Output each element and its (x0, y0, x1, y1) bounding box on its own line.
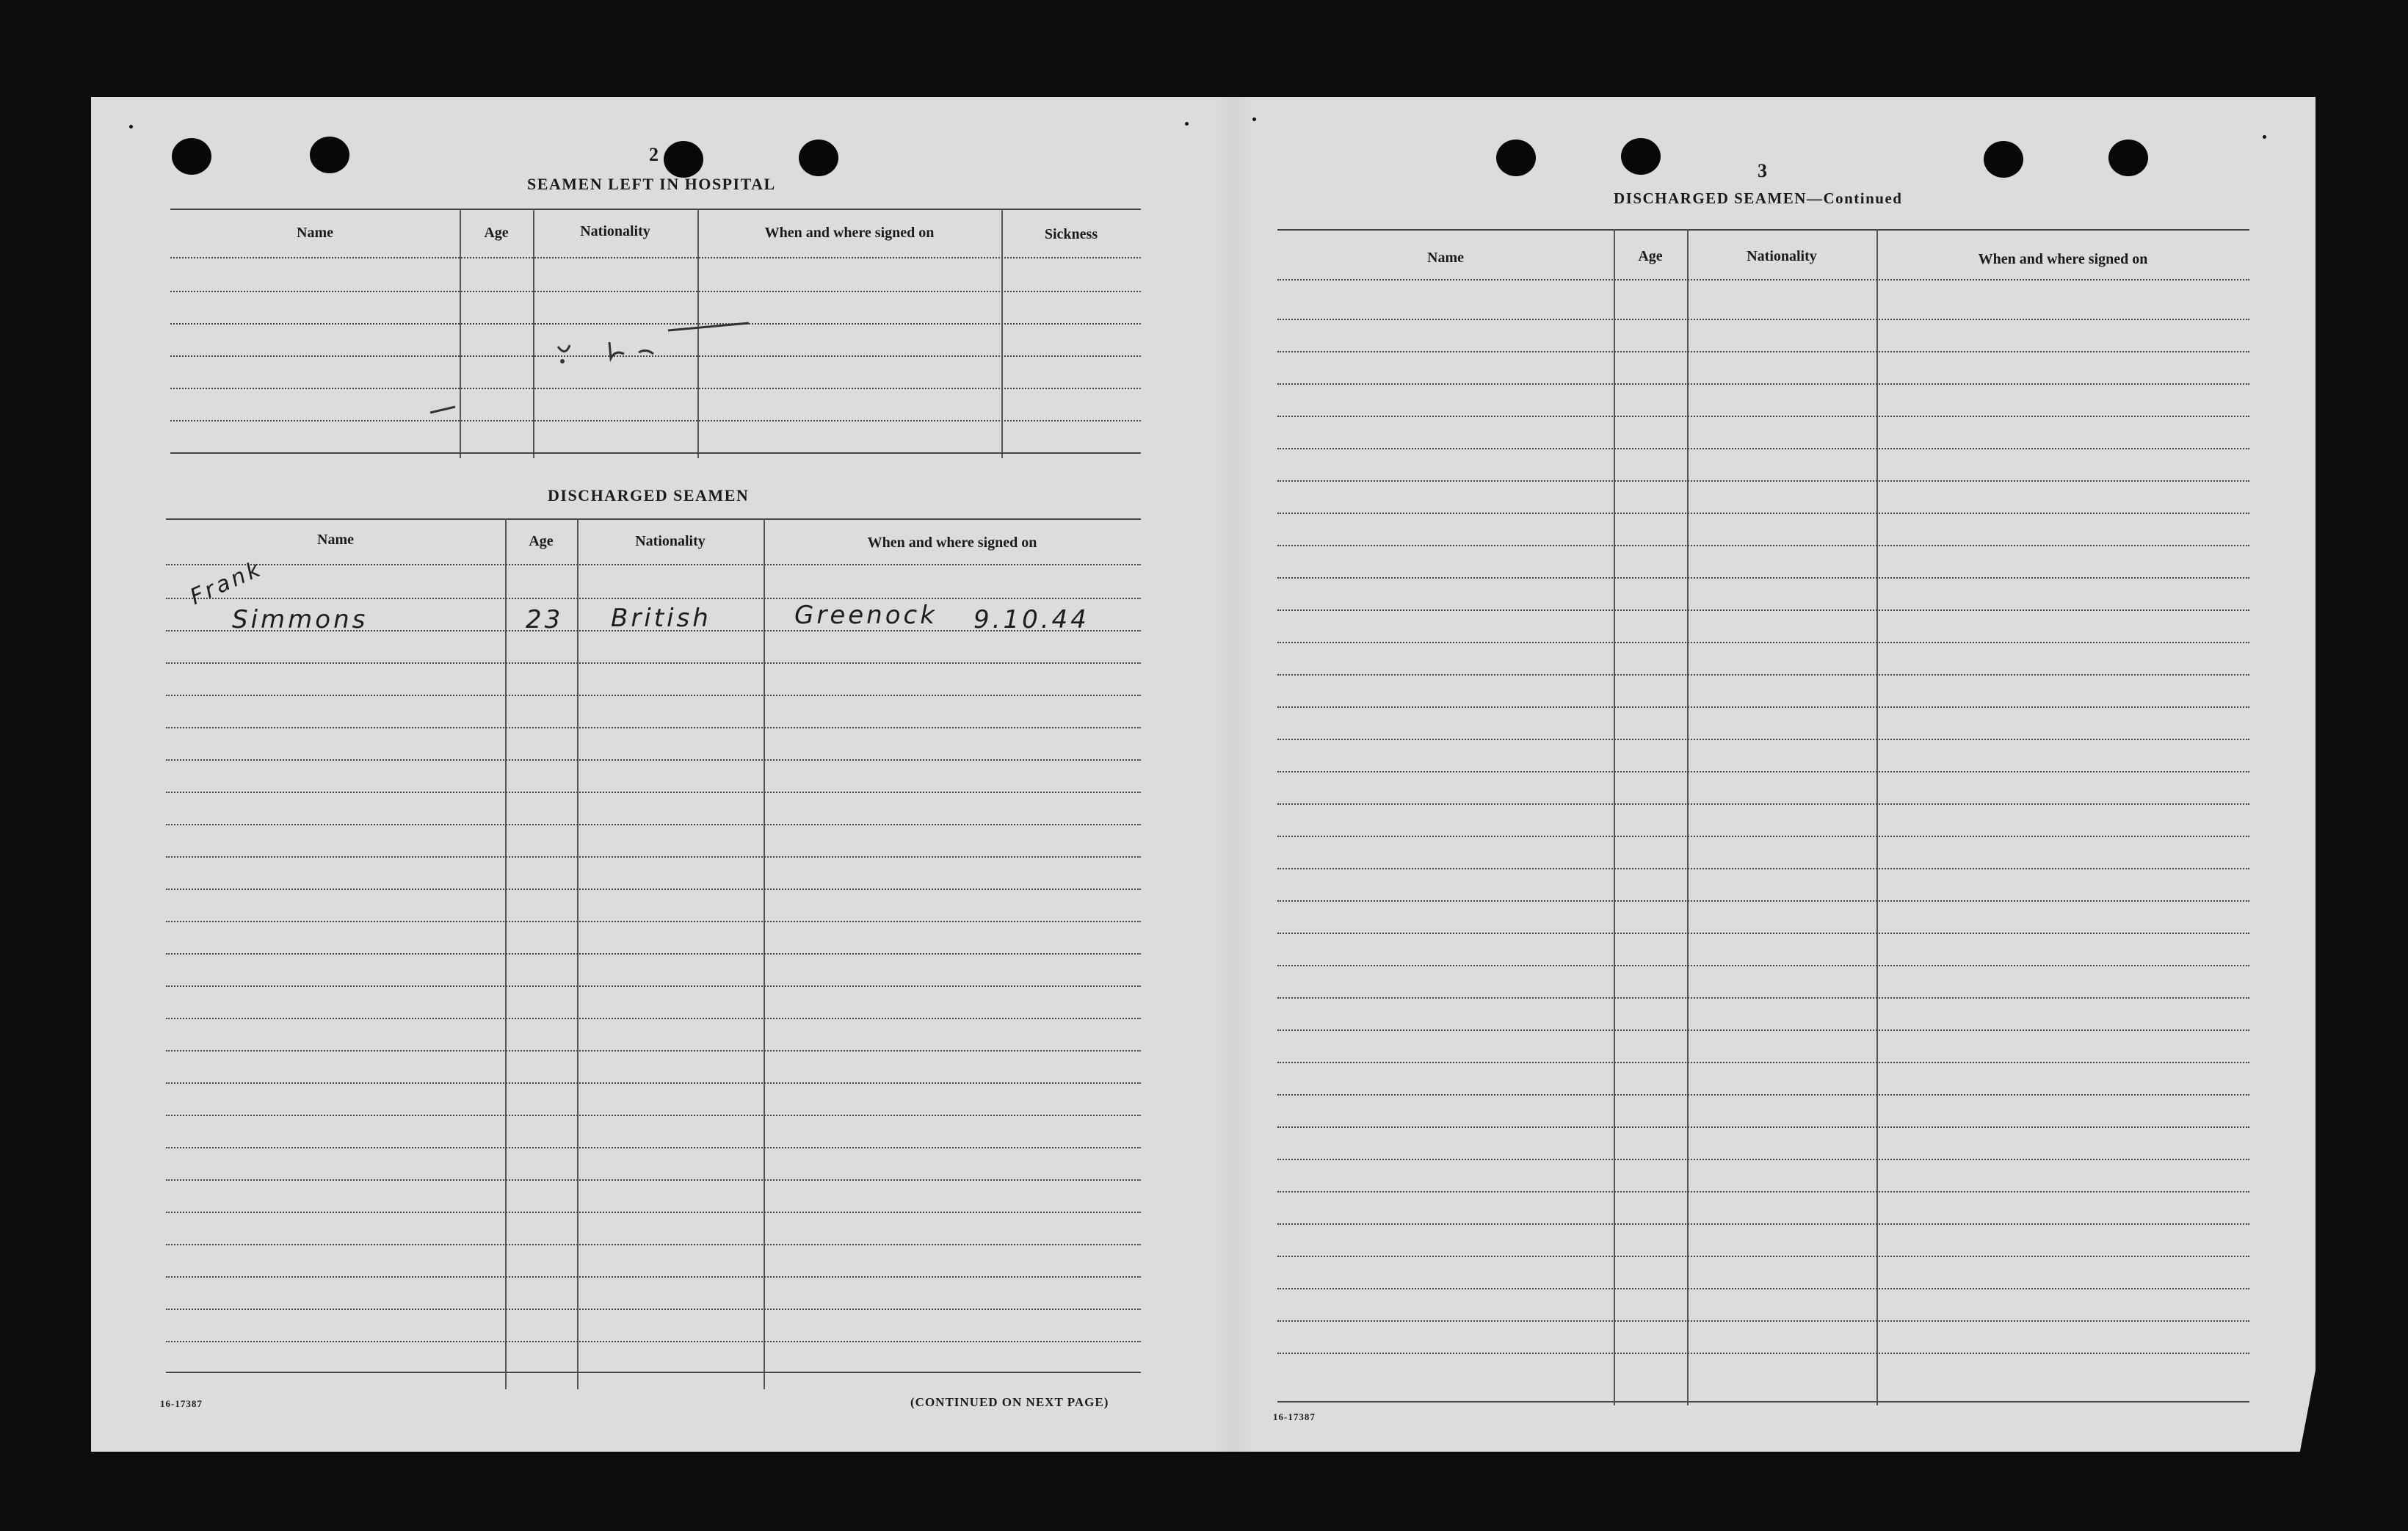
discharged-col-name: Name (317, 532, 354, 548)
continued-note: (CONTINUED ON NEXT PAGE) (910, 1395, 1109, 1409)
speck (129, 125, 133, 129)
entry-date: 9.10.44 (973, 605, 1089, 634)
punch-hole (664, 141, 703, 178)
continued-col-name: Name (1427, 250, 1464, 266)
punch-hole (799, 140, 838, 176)
left-form-number: 16-17387 (160, 1398, 203, 1409)
entry-age: 23 (526, 605, 564, 634)
punch-hole (172, 138, 211, 175)
continued-col-signed-on: When and where signed on (1978, 251, 2148, 267)
entry-first-name: Frank (186, 555, 267, 610)
entry-nationality: British (611, 604, 711, 633)
hospital-col-sickness: Sickness (1044, 226, 1098, 242)
right-page-number: 3 (1758, 160, 1767, 181)
punch-hole (2108, 140, 2148, 176)
entry-place: Greenock (794, 601, 938, 630)
hospital-col-age: Age (484, 225, 509, 241)
right-form-number: 16-17387 (1273, 1411, 1316, 1422)
hospital-col-signed-on: When and where signed on (764, 225, 935, 241)
hospital-section-title: SEAMEN LEFT IN HOSPITAL (527, 175, 776, 193)
right-section-title: DISCHARGED SEAMEN—Continued (1614, 189, 1903, 207)
discharged-col-signed-on: When and where signed on (867, 535, 1037, 551)
punch-hole (1984, 141, 2023, 178)
speck (2263, 135, 2266, 139)
discharged-table (166, 518, 1141, 1389)
left-page-number: 2 (649, 144, 659, 165)
speck (1185, 122, 1189, 126)
discharged-section-title: DISCHARGED SEAMEN (548, 486, 750, 504)
hospital-col-nationality: Nationality (580, 223, 650, 239)
discharged-col-nationality: Nationality (635, 533, 706, 549)
page-fold (1215, 97, 1252, 1452)
entry-last-name: Simmons (232, 605, 369, 634)
hospital-col-name: Name (297, 225, 333, 241)
speck (1252, 117, 1256, 121)
stray-pen-marks (426, 316, 837, 426)
punch-hole (310, 137, 349, 173)
continued-table (1277, 229, 2249, 1405)
punch-hole (1496, 140, 1536, 176)
continued-col-nationality: Nationality (1747, 248, 1817, 264)
discharged-col-age: Age (529, 533, 554, 549)
continued-col-age: Age (1638, 248, 1663, 264)
punch-hole (1621, 138, 1661, 175)
